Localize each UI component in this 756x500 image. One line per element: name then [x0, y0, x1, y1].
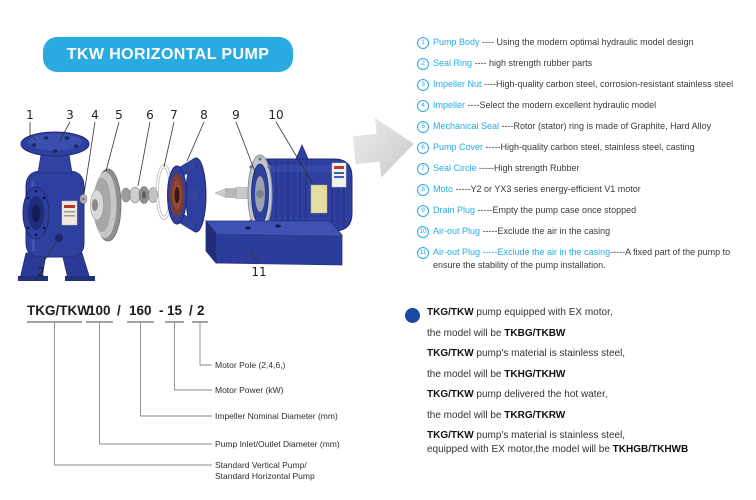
parts-list — [417, 36, 755, 279]
part-list-item — [417, 99, 755, 112]
variant-line — [427, 306, 756, 319]
part-number-badge: 11 — [417, 247, 429, 259]
callout-10: 10 — [268, 108, 284, 122]
variant-line — [427, 409, 756, 422]
variant-line — [427, 429, 756, 442]
exploded-pump-diagram — [10, 95, 420, 305]
part-name: Air-out Plug — [433, 226, 481, 236]
label-inlet-outlet-diameter: Pump Inlet/Outlet Diameter (mm) — [215, 439, 340, 449]
model-power: 15 — [167, 303, 183, 318]
part-name: Pump Body — [433, 37, 480, 47]
series-code: TKG/TKW — [427, 307, 474, 318]
variant-text: the model will be — [427, 409, 505, 421]
part-desc: ---- high strength rubber parts — [472, 58, 593, 68]
part-name: Seal Circle — [433, 163, 477, 173]
part-desc: -----A fixed part of the pump to ensure the stability of the pump installation. — [433, 247, 731, 270]
part-desc: -----Empty the pump case once stopped — [475, 205, 637, 215]
part-desc: -----Y2 or YX3 series energy-efficient V1 motor — [453, 184, 641, 194]
part-name: Moto — [433, 184, 454, 194]
variant-text: pump equipped with EX motor, — [473, 307, 613, 318]
variant-line — [427, 388, 756, 401]
part-list-item — [417, 36, 755, 49]
part-list-item — [417, 57, 755, 70]
pump-cover-illustration — [168, 158, 207, 232]
part-desc: -----High strength Rubber — [476, 163, 580, 173]
callout-2: 2 — [37, 265, 45, 279]
model-pole: 2 — [197, 303, 205, 318]
model-series: TKG/TKW — [27, 303, 90, 318]
callout-4: 4 — [91, 108, 99, 122]
part-list-item — [417, 78, 755, 91]
model-code-stainless-ex: TKHGB/TKHWB — [612, 444, 689, 455]
model-sep3: / — [189, 303, 193, 318]
part-list-item — [417, 141, 755, 154]
variant-text: pump delivered the hot water, — [473, 389, 608, 400]
variant-text: pump's material is stainless steel, — [473, 430, 626, 441]
mechanical-seal-illustration — [122, 187, 158, 204]
part-desc: ----Rotor (stator) ring is made of Graphite, Hard Alloy — [499, 121, 712, 131]
model-code-stainless: TKHG/TKHW — [504, 368, 566, 380]
part-desc: ----High-quality carbon steel, corrosion-resistant stainless steel — [481, 79, 734, 89]
part-name: Impeller Nut — [433, 79, 482, 89]
pump-body-illustration — [18, 132, 95, 281]
callout-5: 5 — [115, 108, 123, 122]
label-standard-pump-2: Standard Horizontal Pump — [215, 471, 315, 481]
flow-arrow-icon — [351, 114, 417, 180]
model-code-ex: TKBG/TKBW — [504, 327, 566, 339]
variant-line — [427, 443, 756, 456]
part-desc: ---- Using the modern optimal hydraulic model design — [479, 37, 694, 47]
part-list-item — [417, 162, 755, 175]
part-name: Mechanical Seal — [433, 121, 500, 131]
part-desc: -----Exclude the air in the casing — [480, 226, 611, 236]
model-code-hot-water: TKRG/TKRW — [504, 409, 566, 421]
variant-line — [427, 327, 756, 340]
model-sep1: / — [117, 303, 121, 318]
label-motor-power: Motor Power (kW) — [215, 385, 284, 395]
part-number-badge: 10 — [417, 226, 429, 238]
model-leader-lines — [55, 322, 213, 465]
part-number-badge: 9 — [417, 205, 429, 217]
variant-line — [427, 347, 756, 360]
series-code: TKG/TKW — [427, 389, 474, 400]
part-number-badge: 5 — [417, 121, 429, 133]
bullet-icon — [405, 308, 420, 323]
part-desc: ----Select the modern excellent hydraulic model — [465, 100, 657, 110]
callout-6: 6 — [146, 108, 154, 122]
part-number-badge: 7 — [417, 163, 429, 175]
callout-3: 3 — [66, 108, 74, 122]
part-list-item — [417, 183, 755, 196]
variant-line — [427, 368, 756, 381]
model-impeller: 160 — [129, 303, 152, 318]
label-impeller-diameter: Impeller Nominal Diameter (mm) — [215, 411, 338, 421]
part-name: Impeller — [433, 100, 466, 110]
page-title: TKW HORIZONTAL PUMP — [66, 46, 270, 63]
part-number-badge: 2 — [417, 58, 429, 70]
part-name: Pump Cover — [433, 142, 484, 152]
series-code: TKG/TKW — [427, 430, 474, 441]
callout-7: 7 — [170, 108, 178, 122]
part-number-badge: 4 — [417, 100, 429, 112]
callout-1: 1 — [26, 108, 34, 122]
impeller-nut-illustration — [80, 195, 87, 204]
model-code-diagram — [20, 298, 390, 493]
variant-text: the model will be — [427, 368, 505, 380]
part-name: Drain Plug — [433, 205, 476, 215]
callout-9: 9 — [232, 108, 240, 122]
part-number-badge: 3 — [417, 79, 429, 91]
motor-illustration — [248, 145, 352, 233]
model-inlet: 100 — [88, 303, 111, 318]
part-number-badge: 6 — [417, 142, 429, 154]
callout-8: 8 — [200, 108, 208, 122]
part-number-badge: 8 — [417, 184, 429, 196]
model-sep2: - — [159, 303, 164, 318]
series-code: TKG/TKW — [427, 348, 474, 359]
part-name: Seal Ring — [433, 58, 473, 68]
base-illustration — [206, 221, 342, 265]
part-list-item — [417, 225, 755, 238]
part-desc: -----High-quality carbon steel, stainless steel, casting — [483, 142, 695, 152]
variant-text: the model will be — [427, 327, 505, 339]
part-list-item — [417, 246, 755, 271]
part-number-badge: 1 — [417, 37, 429, 49]
part-list-item — [417, 204, 755, 217]
part-name: Air-out Plug -----Exclude the air in the casing — [433, 247, 611, 257]
callout-11: 11 — [251, 265, 267, 279]
title-banner — [43, 37, 293, 72]
label-motor-pole: Motor Pole (2,4,6,) — [215, 360, 286, 370]
impeller-illustration — [91, 169, 122, 241]
label-standard-pump-1: Standard Vertical Pump/ — [215, 460, 307, 470]
model-variants — [400, 306, 756, 456]
variant-text: pump's material is stainless steel, — [473, 348, 626, 359]
variant-text: equipped with EX motor,the model will be — [427, 444, 613, 455]
part-list-item — [417, 120, 755, 133]
